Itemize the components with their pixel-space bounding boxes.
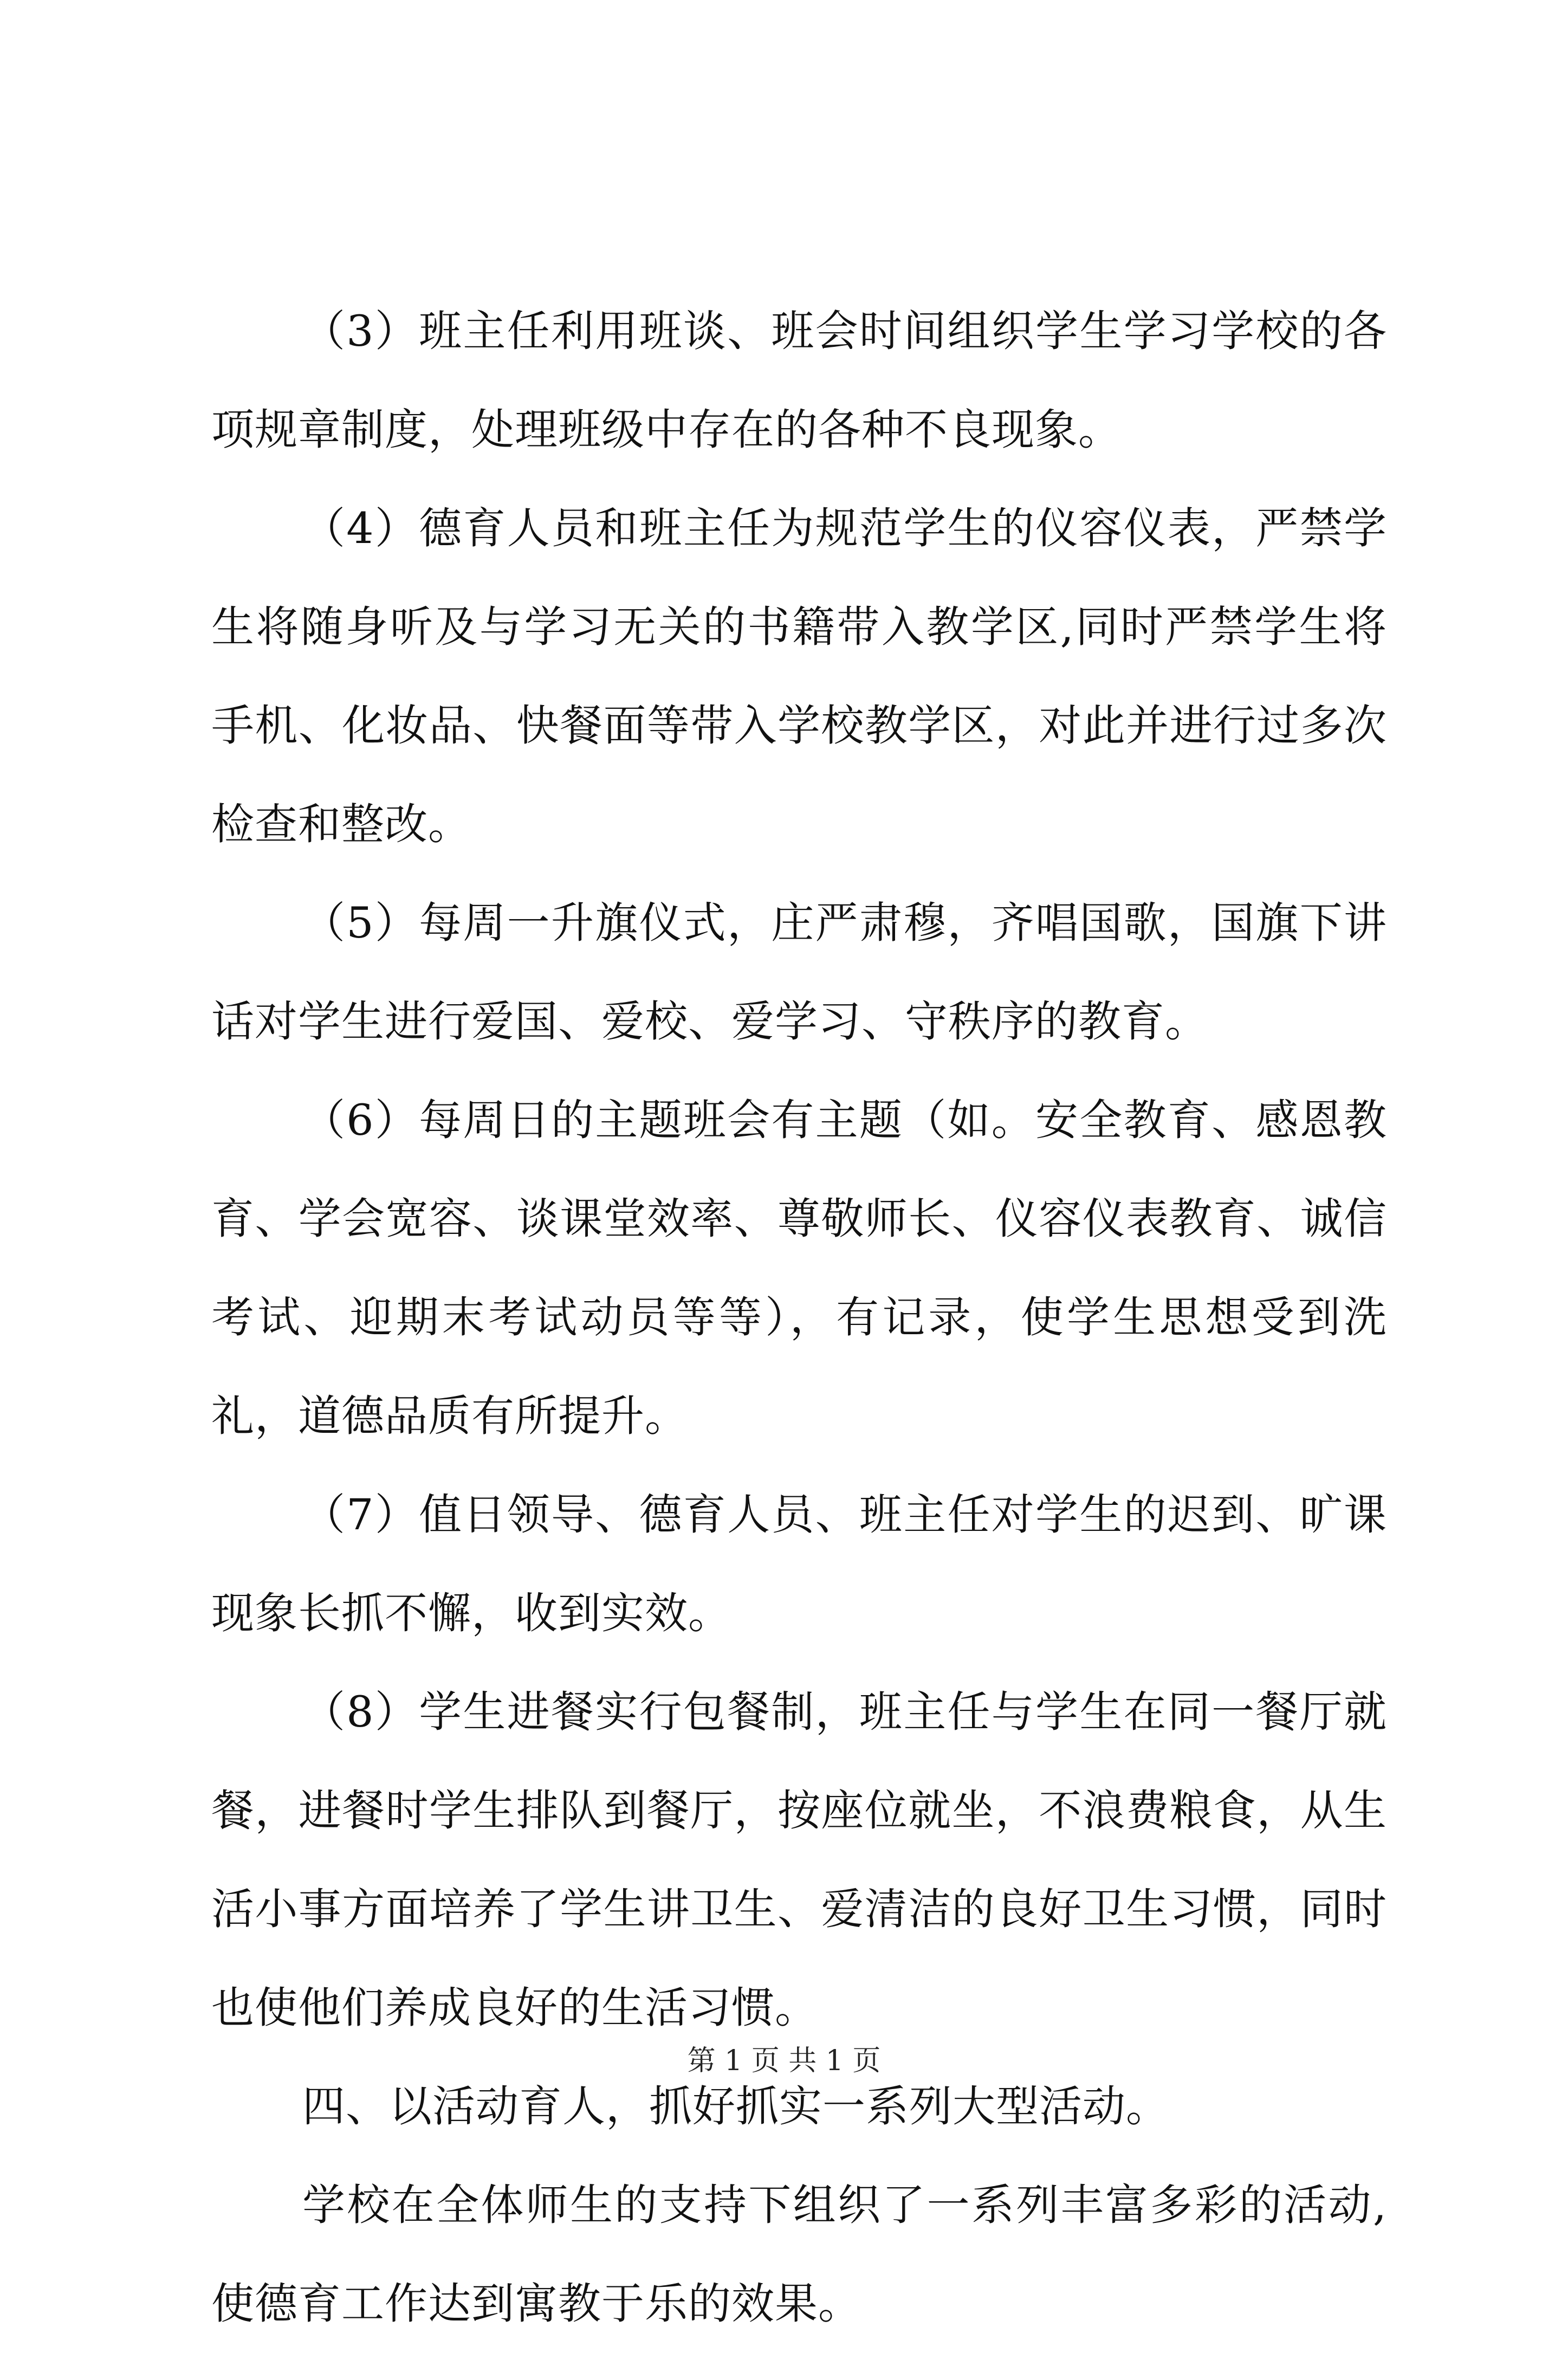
paragraph-4: （4）德育人员和班主任为规范学生的仪容仪表，严禁学生将随身听及与学习无关的书籍带入教学区,同时严禁学生将手机、化妆品、快餐面等带入学校教学区，对此并进行过多次检查和整改。 bbox=[211, 503, 1387, 849]
paragraph-7: （7）值日领导、德育人员、班主任对学生的迟到、旷课现象长抓不懈，收到实效。 bbox=[211, 1490, 1387, 1638]
section-heading-4: 四、以活动育人，抓好抓实一系列大型活动。 bbox=[302, 2082, 1169, 2131]
paragraph-8: （8）学生进餐实行包餐制，班主任与学生在同一餐厅就餐，进餐时学生排队到餐厅，按座位就坐，不浪费粮食，从生活小事方面培养了学生讲卫生、爱清洁的良好卫生习惯，同时也使他们养成良好的生活习惯。 bbox=[211, 1687, 1387, 2033]
paragraph-6: （6）每周日的主题班会有主题（如。安全教育、感恩教育、学会宽容、谈课堂效率、尊敬师长、仪容仪表教育、诚信考试、迎期末考试动员等等），有记录，使学生思想受到洗礼，道德品质有所提升。 bbox=[211, 1095, 1387, 1441]
paragraph-activities: 学校在全体师生的支持下组织了一系列丰富多彩的活动,使德育工作达到寓教于乐的效果。 bbox=[211, 2180, 1387, 2329]
paragraph-3: （3）班主任利用班谈、班会时间组织学生学习学校的各项规章制度，处理班级中存在的各种不良现象。 bbox=[211, 306, 1387, 455]
page-footer: 第 1 页 共 1 页 bbox=[687, 2045, 881, 2077]
paragraph-5: （5）每周一升旗仪式，庄严肃穆，齐唱国歌，国旗下讲话对学生进行爱国、爱校、爱学习、守秩序的教育。 bbox=[211, 898, 1387, 1046]
